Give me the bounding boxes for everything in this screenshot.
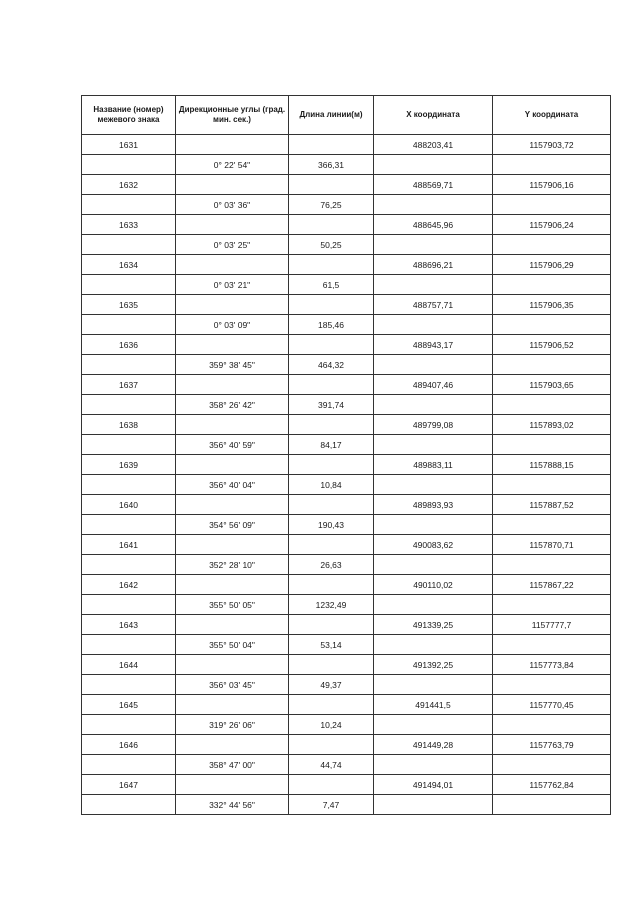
point-x: 489883,11 [374,455,493,475]
point-name: 1642 [82,575,176,595]
point-x: 488757,71 [374,295,493,315]
point-x: 490083,62 [374,535,493,555]
empty-cell [289,295,374,315]
point-name: 1631 [82,135,176,155]
point-x: 489893,93 [374,495,493,515]
empty-cell [289,175,374,195]
point-x: 489799,08 [374,415,493,435]
empty-cell [289,455,374,475]
empty-cell [374,555,493,575]
empty-cell [493,515,611,535]
point-y: 1157887,52 [493,495,611,515]
empty-cell [493,475,611,495]
empty-cell [82,755,176,775]
empty-cell [82,315,176,335]
empty-cell [493,275,611,295]
empty-cell [374,235,493,255]
segment-row [82,195,611,215]
segment-length: 76,25 [289,195,374,215]
segment-length: 10,84 [289,475,374,495]
segment-length: 44,74 [289,755,374,775]
point-row [82,735,611,755]
header-length: Длина линии(м) [289,96,374,135]
segment-row [82,355,611,375]
point-row [82,335,611,355]
empty-cell [493,155,611,175]
header-name: Название (номер) межевого знака [82,96,176,135]
segment-length: 1232,49 [289,595,374,615]
point-row [82,655,611,675]
empty-cell [374,755,493,775]
empty-cell [289,415,374,435]
point-y: 1157906,24 [493,215,611,235]
segment-length: 50,25 [289,235,374,255]
point-y: 1157867,22 [493,575,611,595]
segment-row [82,795,611,815]
point-name: 1635 [82,295,176,315]
segment-length: 49,37 [289,675,374,695]
empty-cell [176,495,289,515]
segment-row [82,315,611,335]
point-row [82,175,611,195]
empty-cell [374,635,493,655]
empty-cell [374,275,493,295]
segment-angle: 356° 40' 04" [176,475,289,495]
empty-cell [82,635,176,655]
point-x: 488203,41 [374,135,493,155]
empty-cell [176,535,289,555]
point-y: 1157773,84 [493,655,611,675]
point-row [82,415,611,435]
empty-cell [176,655,289,675]
point-y: 1157763,79 [493,735,611,755]
segment-length: 185,46 [289,315,374,335]
point-x: 491449,28 [374,735,493,755]
header-x: X координата [374,96,493,135]
point-y: 1157777,7 [493,615,611,635]
segment-length: 84,17 [289,435,374,455]
segment-angle: 0° 22' 54" [176,155,289,175]
point-name: 1637 [82,375,176,395]
segment-angle: 0° 03' 21" [176,275,289,295]
empty-cell [374,355,493,375]
point-name: 1643 [82,615,176,635]
empty-cell [493,755,611,775]
point-row [82,455,611,475]
empty-cell [82,355,176,375]
point-y: 1157906,52 [493,335,611,355]
empty-cell [176,255,289,275]
segment-length: 10,24 [289,715,374,735]
empty-cell [82,475,176,495]
segment-length: 61,5 [289,275,374,295]
segment-angle: 355° 50' 04" [176,635,289,655]
empty-cell [82,435,176,455]
empty-cell [82,795,176,815]
table-header-row [82,96,611,135]
empty-cell [289,615,374,635]
point-x: 491339,25 [374,615,493,635]
segment-row [82,635,611,655]
segment-row [82,515,611,535]
segment-row [82,435,611,455]
point-name: 1646 [82,735,176,755]
point-name: 1641 [82,535,176,555]
empty-cell [374,195,493,215]
empty-cell [176,375,289,395]
empty-cell [289,655,374,675]
point-row [82,135,611,155]
segment-angle: 358° 26' 42" [176,395,289,415]
point-x: 491441,5 [374,695,493,715]
empty-cell [82,555,176,575]
segment-length: 391,74 [289,395,374,415]
point-row [82,775,611,795]
point-x: 490110,02 [374,575,493,595]
point-x: 488696,21 [374,255,493,275]
segment-angle: 359° 38' 45" [176,355,289,375]
point-row [82,575,611,595]
point-row [82,495,611,515]
point-x: 491392,25 [374,655,493,675]
header-angle: Дирекционные углы (град. мин. сек.) [176,96,289,135]
segment-length: 7,47 [289,795,374,815]
empty-cell [374,515,493,535]
segment-row [82,755,611,775]
segment-angle: 352° 28' 10" [176,555,289,575]
empty-cell [493,395,611,415]
point-row [82,255,611,275]
segment-angle: 319° 26' 06" [176,715,289,735]
point-y: 1157903,65 [493,375,611,395]
point-name: 1640 [82,495,176,515]
empty-cell [176,575,289,595]
segment-row [82,275,611,295]
empty-cell [176,735,289,755]
segment-angle: 0° 03' 25" [176,235,289,255]
empty-cell [374,155,493,175]
segment-row [82,555,611,575]
empty-cell [82,515,176,535]
empty-cell [493,795,611,815]
empty-cell [289,215,374,235]
empty-cell [82,275,176,295]
point-row [82,535,611,555]
empty-cell [82,675,176,695]
segment-angle: 356° 40' 59" [176,435,289,455]
empty-cell [289,135,374,155]
empty-cell [289,255,374,275]
segment-length: 53,14 [289,635,374,655]
segment-row [82,155,611,175]
point-y: 1157893,02 [493,415,611,435]
empty-cell [82,715,176,735]
segment-row [82,595,611,615]
empty-cell [176,175,289,195]
segment-row [82,475,611,495]
point-y: 1157888,15 [493,455,611,475]
empty-cell [289,575,374,595]
empty-cell [176,695,289,715]
segment-angle: 0° 03' 09" [176,315,289,335]
segment-angle: 332° 44' 56" [176,795,289,815]
empty-cell [493,675,611,695]
empty-cell [289,535,374,555]
segment-row [82,235,611,255]
point-row [82,615,611,635]
empty-cell [176,415,289,435]
empty-cell [82,195,176,215]
empty-cell [82,235,176,255]
empty-cell [374,675,493,695]
empty-cell [374,595,493,615]
segment-row [82,675,611,695]
point-y: 1157906,35 [493,295,611,315]
empty-cell [374,435,493,455]
empty-cell [374,715,493,735]
point-name: 1644 [82,655,176,675]
point-name: 1647 [82,775,176,795]
empty-cell [176,335,289,355]
empty-cell [82,155,176,175]
empty-cell [289,775,374,795]
empty-cell [493,595,611,615]
point-name: 1645 [82,695,176,715]
empty-cell [374,475,493,495]
empty-cell [176,295,289,315]
point-name: 1632 [82,175,176,195]
segment-row [82,715,611,735]
point-y: 1157770,45 [493,695,611,715]
empty-cell [82,595,176,615]
point-name: 1638 [82,415,176,435]
point-x: 489407,46 [374,375,493,395]
empty-cell [289,495,374,515]
point-x: 488569,71 [374,175,493,195]
point-x: 488943,17 [374,335,493,355]
point-x: 488645,96 [374,215,493,235]
segment-angle: 356° 03' 45" [176,675,289,695]
segment-angle: 355° 50' 05" [176,595,289,615]
empty-cell [82,395,176,415]
segment-length: 26,63 [289,555,374,575]
point-y: 1157906,29 [493,255,611,275]
empty-cell [176,135,289,155]
point-y: 1157903,72 [493,135,611,155]
empty-cell [493,235,611,255]
segment-angle: 354° 56' 09" [176,515,289,535]
segment-length: 464,32 [289,355,374,375]
empty-cell [493,635,611,655]
segment-angle: 0° 03' 36" [176,195,289,215]
empty-cell [176,215,289,235]
point-x: 491494,01 [374,775,493,795]
point-row [82,375,611,395]
empty-cell [493,555,611,575]
table-body [82,135,611,815]
segment-angle: 358° 47' 00" [176,755,289,775]
empty-cell [493,715,611,735]
point-row [82,695,611,715]
empty-cell [493,435,611,455]
header-y: Y координата [493,96,611,135]
point-y: 1157870,71 [493,535,611,555]
point-name: 1636 [82,335,176,355]
empty-cell [176,455,289,475]
empty-cell [374,395,493,415]
empty-cell [289,735,374,755]
empty-cell [176,615,289,635]
point-row [82,215,611,235]
point-y: 1157762,84 [493,775,611,795]
empty-cell [374,315,493,335]
point-name: 1633 [82,215,176,235]
boundary-coordinates-table [81,95,611,815]
point-name: 1634 [82,255,176,275]
empty-cell [493,355,611,375]
point-row [82,295,611,315]
empty-cell [289,375,374,395]
segment-row [82,395,611,415]
point-y: 1157906,16 [493,175,611,195]
segment-length: 190,43 [289,515,374,535]
point-name: 1639 [82,455,176,475]
empty-cell [176,775,289,795]
empty-cell [289,695,374,715]
empty-cell [289,335,374,355]
segment-length: 366,31 [289,155,374,175]
empty-cell [493,315,611,335]
empty-cell [374,795,493,815]
empty-cell [493,195,611,215]
